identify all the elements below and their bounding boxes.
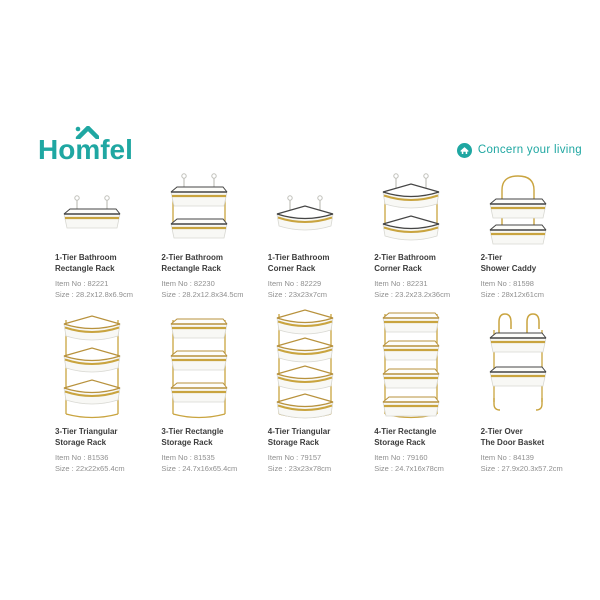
product-name: 4-Tier Rectangle Storage Rack [374, 427, 437, 447]
product-item-no: Item No : 82230 [161, 278, 215, 288]
product-meta [161, 278, 248, 301]
product-info [253, 420, 357, 474]
product-item-no: Item No : 79160 [374, 452, 428, 462]
3-tier-triangular-storage-rack-photo [42, 308, 142, 420]
product-item-no: Item No : 82221 [55, 278, 109, 288]
header [38, 136, 582, 164]
product-size: Size : 24.7x16x65.4cm [161, 463, 238, 473]
product-image [466, 306, 570, 420]
product-size: Size : 28.2x12.8x6.9cm [55, 289, 133, 299]
product-card-1-tier-bathroom-rectangle-rack [40, 170, 144, 300]
product-row-2 [40, 306, 570, 474]
product-image [466, 170, 570, 246]
product-image [146, 170, 250, 246]
product-card-4-tier-triangular-storage-rack [253, 306, 357, 474]
product-size: Size : 28.2x12.8x34.5cm [161, 289, 244, 299]
product-image [359, 170, 463, 246]
product-meta [481, 278, 568, 301]
product-card-3-tier-rectangle-storage-rack [146, 306, 250, 474]
logo-text-post: fel [100, 134, 133, 165]
2-tier-bathroom-rectangle-rack-photo [149, 172, 249, 246]
product-image [253, 170, 357, 246]
product-card-2-tier-over-the-door-basket [466, 306, 570, 474]
product-info [466, 246, 570, 300]
product-item-no: Item No : 84139 [480, 452, 534, 462]
product-info [40, 246, 144, 300]
product-row-1 [40, 170, 570, 300]
product-meta [268, 452, 355, 475]
product-name: 2-Tier Bathroom Rectangle Rack [161, 253, 224, 273]
product-item-no: Item No : 81598 [480, 278, 534, 288]
logo-text-pre: Ho [38, 134, 76, 165]
brand-logo [38, 136, 133, 164]
product-card-1-tier-bathroom-corner-rack [253, 170, 357, 300]
product-image [40, 170, 144, 246]
product-name: 3-Tier Rectangle Storage Rack [161, 427, 224, 447]
product-size: Size : 23x23x78cm [267, 463, 332, 473]
product-info [146, 420, 250, 474]
house-circle-icon [457, 143, 472, 158]
product-meta [55, 452, 142, 475]
4-tier-triangular-storage-rack-photo [255, 308, 355, 420]
product-info [253, 246, 357, 300]
product-item-no: Item No : 81536 [55, 452, 109, 462]
product-card-4-tier-rectangle-storage-rack [359, 306, 463, 474]
product-image [40, 306, 144, 420]
product-meta [374, 452, 461, 475]
product-meta [55, 278, 142, 301]
product-meta [374, 278, 461, 301]
product-card-3-tier-triangular-storage-rack [40, 306, 144, 474]
product-image [253, 306, 357, 420]
product-size: Size : 27.9x20.3x57.2cm [480, 463, 563, 473]
1-tier-bathroom-rectangle-rack-photo [42, 172, 142, 246]
house-roof-icon [75, 126, 99, 139]
product-name: 3-Tier Triangular Storage Rack [55, 427, 118, 447]
4-tier-rectangle-storage-rack-photo [361, 308, 461, 420]
product-name: 2-Tier Shower Caddy [480, 253, 537, 273]
logo-house-m [75, 136, 100, 164]
product-item-no: Item No : 82229 [267, 278, 322, 288]
product-card-2-tier-bathroom-rectangle-rack [146, 170, 250, 300]
2-tier-bathroom-corner-rack-photo [361, 172, 461, 246]
product-name: 1-Tier Bathroom Rectangle Rack [55, 253, 117, 273]
logo-house-letter: m [75, 134, 101, 165]
product-size: Size : 28x12x61cm [480, 289, 544, 299]
product-info [359, 420, 463, 474]
product-info [359, 246, 463, 300]
product-name: 2-Tier Bathroom Corner Rack [374, 253, 436, 273]
3-tier-rectangle-storage-rack-photo [149, 308, 249, 420]
product-info [40, 420, 144, 474]
product-meta [481, 452, 568, 475]
product-size: Size : 23x23x7cm [267, 289, 328, 299]
product-image [146, 306, 250, 420]
brand-tagline [457, 143, 582, 158]
tagline-text: Concern your living [477, 144, 582, 156]
product-name: 4-Tier Triangular Storage Rack [267, 427, 331, 447]
2-tier-over-the-door-basket-photo [468, 308, 568, 420]
product-image [359, 306, 463, 420]
product-meta [268, 278, 355, 301]
product-item-no: Item No : 81535 [161, 452, 215, 462]
product-card-2-tier-shower-caddy [466, 170, 570, 300]
product-item-no: Item No : 82231 [374, 278, 428, 288]
product-grid [40, 170, 570, 474]
product-item-no: Item No : 79157 [267, 452, 322, 462]
2-tier-shower-caddy-photo [468, 172, 568, 246]
product-name: 2-Tier Over The Door Basket [480, 427, 545, 447]
product-name: 1-Tier Bathroom Corner Rack [267, 253, 330, 273]
product-card-2-tier-bathroom-corner-rack [359, 170, 463, 300]
product-size: Size : 23.2x23.2x36cm [374, 289, 451, 299]
product-meta [161, 452, 248, 475]
product-info [466, 420, 570, 474]
1-tier-bathroom-corner-rack-photo [255, 172, 355, 246]
product-size: Size : 24.7x16x78cm [374, 463, 444, 473]
product-size: Size : 22x22x65.4cm [55, 463, 125, 473]
product-info [146, 246, 250, 300]
